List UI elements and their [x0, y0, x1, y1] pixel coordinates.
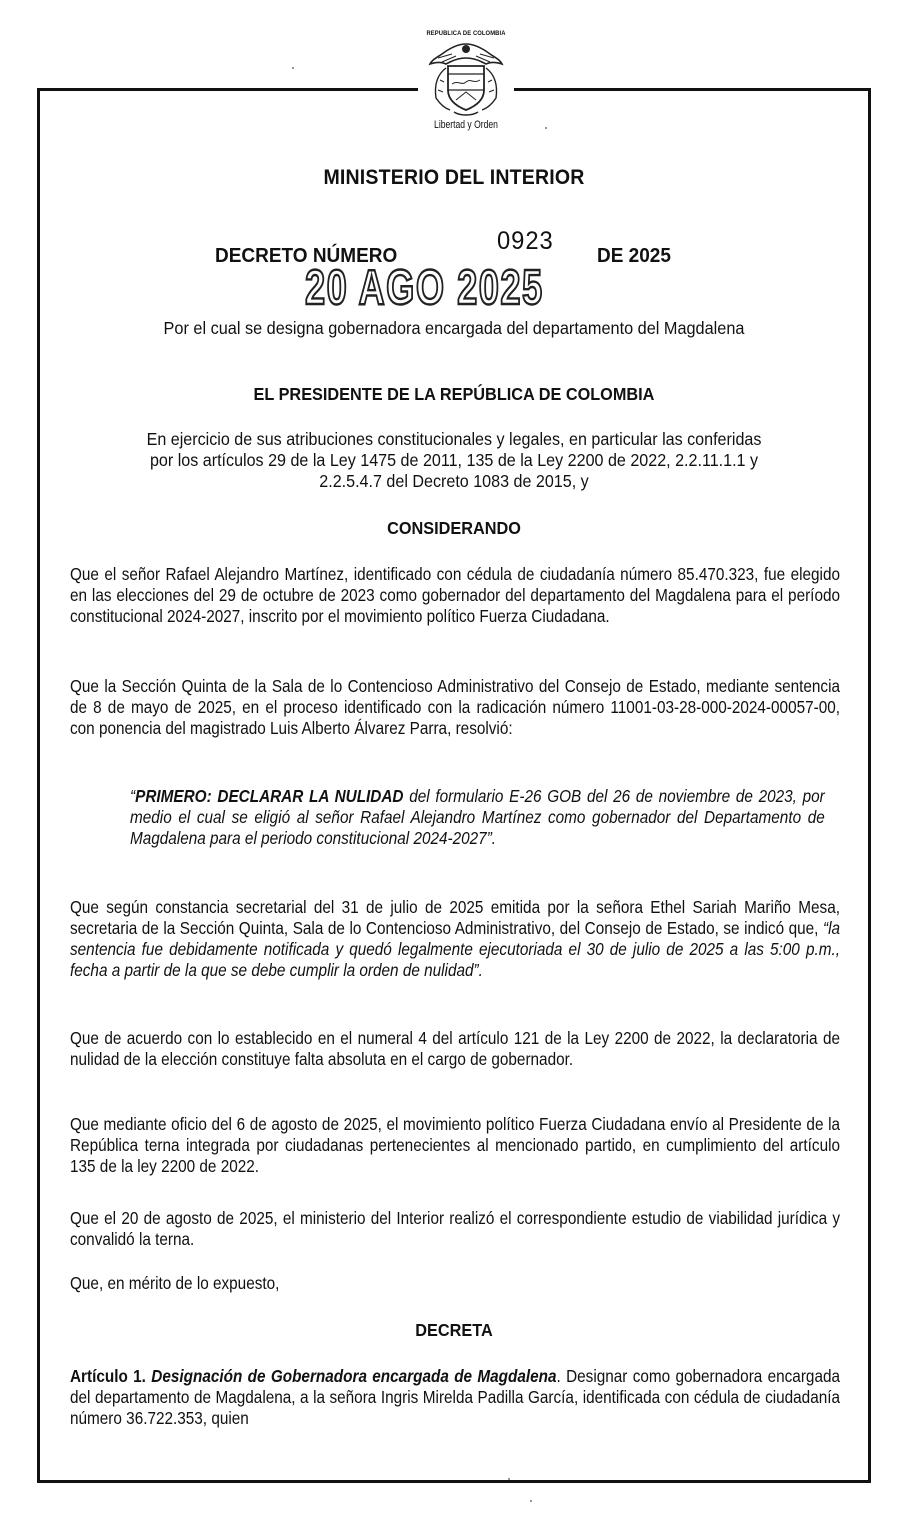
considerando-paragraph-4: Que de acuerdo con lo establecido en el numeral 4 del artículo 121 de la Ley 2200 de 2022, la declaratoria de nulidad de la elección constituye falta absoluta en el cargo de gobernador.	[70, 1028, 840, 1069]
page-border-bottom	[37, 1480, 871, 1483]
issuer-heading: EL PRESIDENTE DE LA REPÚBLICA DE COLOMBIA	[253, 384, 655, 404]
considerando-paragraph-7: Que, en mérito de lo expuesto,	[70, 1273, 280, 1293]
article-1-title: Designación de Gobernadora encargada de Magdalena	[151, 1366, 557, 1386]
page-border-right	[868, 88, 871, 1482]
scan-speck	[292, 67, 294, 69]
article-1-label: Artículo 1.	[70, 1366, 146, 1386]
scan-speck	[530, 1500, 532, 1502]
considerando-paragraph-6: Que el 20 de agosto de 2025, el ministerio del Interior realizó el correspondiente estudio de viabilidad jurídica y convalidó la terna.	[70, 1208, 840, 1249]
decree-number: 0923	[497, 227, 554, 255]
paragraph-3-quote: “la sentencia fue debidamente notificada y quedó legalmente ejecutoriada el 30 de julio de 2025 a las 5:00 p.m., fecha a partir de la que se debe cumplir la orden de nulidad”.	[70, 918, 840, 980]
decree-subtitle: Por el cual se designa gobernadora encargada del departamento del Magdalena	[163, 318, 745, 338]
page-border-top-left	[37, 88, 418, 91]
quote-bold-lead: PRIMERO: DECLARAR LA NULIDAD	[135, 786, 404, 806]
page-border-top-right	[514, 88, 871, 91]
court-ruling-quote	[130, 786, 825, 849]
considerando-paragraph-3	[70, 897, 840, 981]
article-1	[70, 1366, 840, 1429]
scan-speck	[508, 1478, 510, 1480]
considerando-paragraph-2: Que la Sección Quinta de la Sala de lo Contencioso Administrativo del Consejo de Estado, mediante sentencia de 8 de mayo de 2025, en el proceso identificado con la radicación número 11001-03-28-000-2024-00057-00, con ponencia del magistrado Luis Alberto Álvarez Parra, resolvió:	[70, 676, 840, 738]
country-caption: REPUBLICA DE COLOMBIA	[426, 30, 506, 37]
considerando-heading: CONSIDERANDO	[387, 518, 521, 538]
quote-open: “	[130, 786, 136, 806]
decree-year: DE 2025	[597, 245, 671, 267]
preamble-line: En ejercicio de sus atribuciones constitucionales y legales, en particular las conferidas	[146, 429, 762, 449]
scan-speck	[545, 127, 547, 129]
national-emblem	[400, 30, 532, 131]
considerando-paragraph-5: Que mediante oficio del 6 de agosto de 2025, el movimiento político Fuerza Ciudadana envío al Presidente de la República terna integrada por ciudadanas pertenecientes al mencionado partido, en cumplimiento del artículo 135 de la ley 2200 de 2022.	[70, 1114, 840, 1176]
colombia-coat-of-arms-icon	[428, 40, 504, 118]
decree-label: DECRETO NÚMERO	[215, 245, 398, 267]
quote-text: del formulario E-26 GOB del 26 de noviembre de 2023, por medio el cual se eligió al señor Rafael Alejandro Martínez como gobernador del Departamento de Magdalena para el periodo constitucional 2024-2027”.	[130, 786, 825, 848]
paragraph-3-text: Que según constancia secretarial del 31 de julio de 2025 emitida por la señora Ethel Sariah Mariño Mesa, secretaria de la Sección Quinta, Sala de lo Contencioso Administrativo, del Consejo de Estado, se indicó que,	[70, 897, 840, 938]
page-border-left	[37, 88, 40, 1482]
preamble-line: 2.2.5.4.7 del Decreto 1083 de 2015, y	[319, 471, 589, 491]
considerando-paragraph-1: Que el señor Rafael Alejandro Martínez, identificado con cédula de ciudadanía número 85.470.323, fue elegido en las elecciones del 29 de octubre de 2023 como gobernador del departamento del Magdalena para el período constitucional 2024-2027, inscrito por el movimiento político Fuerza Ciudadana.	[70, 564, 840, 626]
decreta-heading: DECRETA	[415, 1320, 493, 1340]
article-1-body: . Designar como gobernadora encargada del departamento de Magdalena, a la señora Ingris Mirelda Padilla García, identificada con cédula de ciudadanía número 36.722.353, quien	[70, 1366, 840, 1428]
date-stamp: 20 AGO 2025	[305, 261, 544, 315]
ministry-title: MINISTERIO DEL INTERIOR	[323, 166, 585, 189]
preamble	[73, 429, 835, 492]
preamble-line: por los artículos 29 de la Ley 1475 de 2011, 135 de la Ley 2200 de 2022, 2.2.11.1.1 y	[149, 450, 759, 470]
motto: Libertad y Orden	[434, 119, 498, 131]
